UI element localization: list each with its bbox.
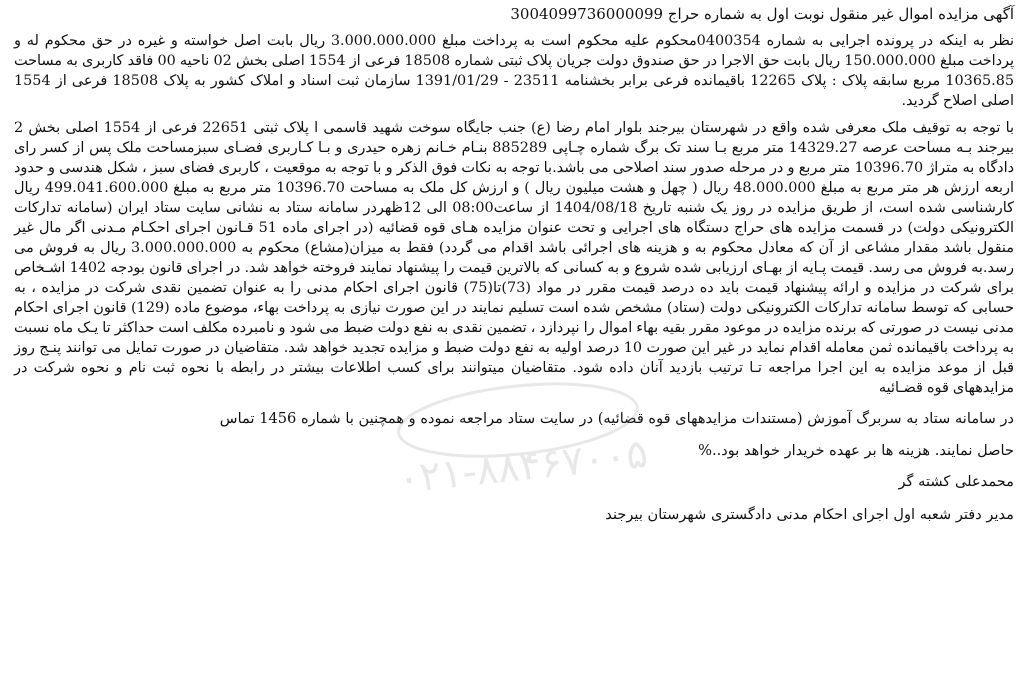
contact-line: در سامانه ستاد به سربرگ آموزش (مستندات مزایدههای قوه قضائیه) در سایت ستاد مراجعه نموده و همچنین با شماره 1456 تماس	[219, 410, 1014, 427]
signature-name: محمدعلی کشته گر	[898, 473, 1014, 490]
paragraph-case-details: نظر به اینکه در پرونده اجرایی به شماره 0400354محکوم علیه محکوم است به پرداخت مبلغ 3.000.000.000 ریال بابت اصل خواسته و غیره در حق محکوم له و پرداخت مبلغ 150.000.000 ریال بابت حق الاجرا در حق صندوق دولت جریان پلاک ثبتی شماره 18508 فرعی از 1554 اصلی بخش 02 ناحیه 00 فاقد کاربری به مساحت 10365.85 مربع سابقه پلاک : پلاک 12265 باقیمانده فرعی برابر بخشنامه 23511 - 1391/01/29 سازمان ثبت اسناد و املاک کشور به پلاک 18508 فرعی از 1554 اصلی اصلاح گردید.	[14, 33, 1015, 109]
paragraph-auction-terms: با توجه به توقیف ملک معرفی شده واقع در شهرستان بیرجند بلوار امام رضا (ع) جنب جایگاه سوخت شهید قاسمی ا پلاک ثبتی 22651 فرعی از 1554 اصلی بخش 2 بیرجند بـه مساحت عرصه 14329.27 متر مربع بـا سند تک برگ شماره چـاپی 885289 بنـام خـانم زهره حیدری و بـا کـاربری فضـای سبزمساحت ملک پس از کسر رای دادگاه به متراژ 10396.70 متر مربع و در مرحله صدور سند اصلاحی می باشد.با توجه به نکات فوق الذکر و با توجه به موقعیت ، کاربری فضای سبز ، شکل هندسی و حدود اربعه ارزش هر متر مربع به مبلغ 48.000.000 ریال ( چهل و هشت میلیون ریال ) و ارزش کل ملک به مساحت 10396.70 متر مربع به مبلغ 499.041.600.000 ریال کارشناسی شده است، از طریق مزایده در روز یک شنبه تاریخ 1404/08/18 از ساعت08:00 الی 12ظهردر سامانه ستاد به نشانی سایت ستاد ایران (سامانه تدارکات الکترونیکی دولت) در قسمت مزایده های حراج دستگاه های اجرایی و تحت عنوان مزایده هـای قوه قضائیه (در اجرای ماده 51 قـانون اجرای احکـام مـدنی اگر مال غیر منقول باشد مقدار مشاعی از آن که معادل محکوم به و هزینه های اجرائی باشد اقدام می گردد) فقط به میزان(مشاع) محکوم به 3.000.000.000 ریال به فروش می رسد.به فروش می رسد. قیمت پـایه از بهـای ارزیابی شده شروع و به کسانی که بالاترین قیمت را پیشنهاد نمایند فروخته خواهد شد. در اجرای قانون بودجه 1402 اشـخاص برای شرکت در مزایده و ارائه پیشنهاد قیمت باید ده درصد قیمت مقرر در مواد (73)تا(75) قانون اجرای احکام مدنی را به عنوان تضمین نقدی شرکت در مزایده ، به حسابی که توسط سامانه تدارکات الکترونیکی دولت (ستاد) مشخص شده است تسلیم نمایند در این صورت نیازی به پرداخت بهاء، موضوع ماده (129) قانون اجرای احکام مدنی نیست در صورتی که برنده مزایده در موعود مقرر بقیه بهاء اموال را نپردازد ، تضمین نقدی به نفع دولت ضبط می شود و نامبرده مکلف است حداکثر تا یـک ماه نسبت به پرداخت باقیمانده ثمن معامله اقدام نماید در غیر این صورت 10 درصد اولیه به نفع دولت ضبط و مزایده تجدید خواهد شد. متقاضیان در صورت تمایل می توانند پنـج روز قبل از موعد مزایده به این اجرا مراجعه تـا ترتیب بازدید آنان داده شود. متقاضیان میتوانند برای کسب اطلاعات بیشتر در رابطه با نحوه ثبت نام و نحوه شرکت در مزایدههای قوه قضـائیه	[14, 120, 1014, 396]
notice-title: آگهی مزایده اموال غیر منقول نوبت اول به شماره حراج 3004099736000099	[510, 5, 1014, 23]
watermark-text: ۰۲۱-۸۸۴۶۷۰۰۵	[395, 430, 650, 503]
cost-line: حاصل نمایند. هزینه ها بر عهده خریدار خواهد بود..%	[698, 442, 1014, 459]
signature-title: مدیر دفتر شعبه اول اجرای احکام مدنی دادگستری شهرستان بیرجند	[605, 506, 1014, 523]
